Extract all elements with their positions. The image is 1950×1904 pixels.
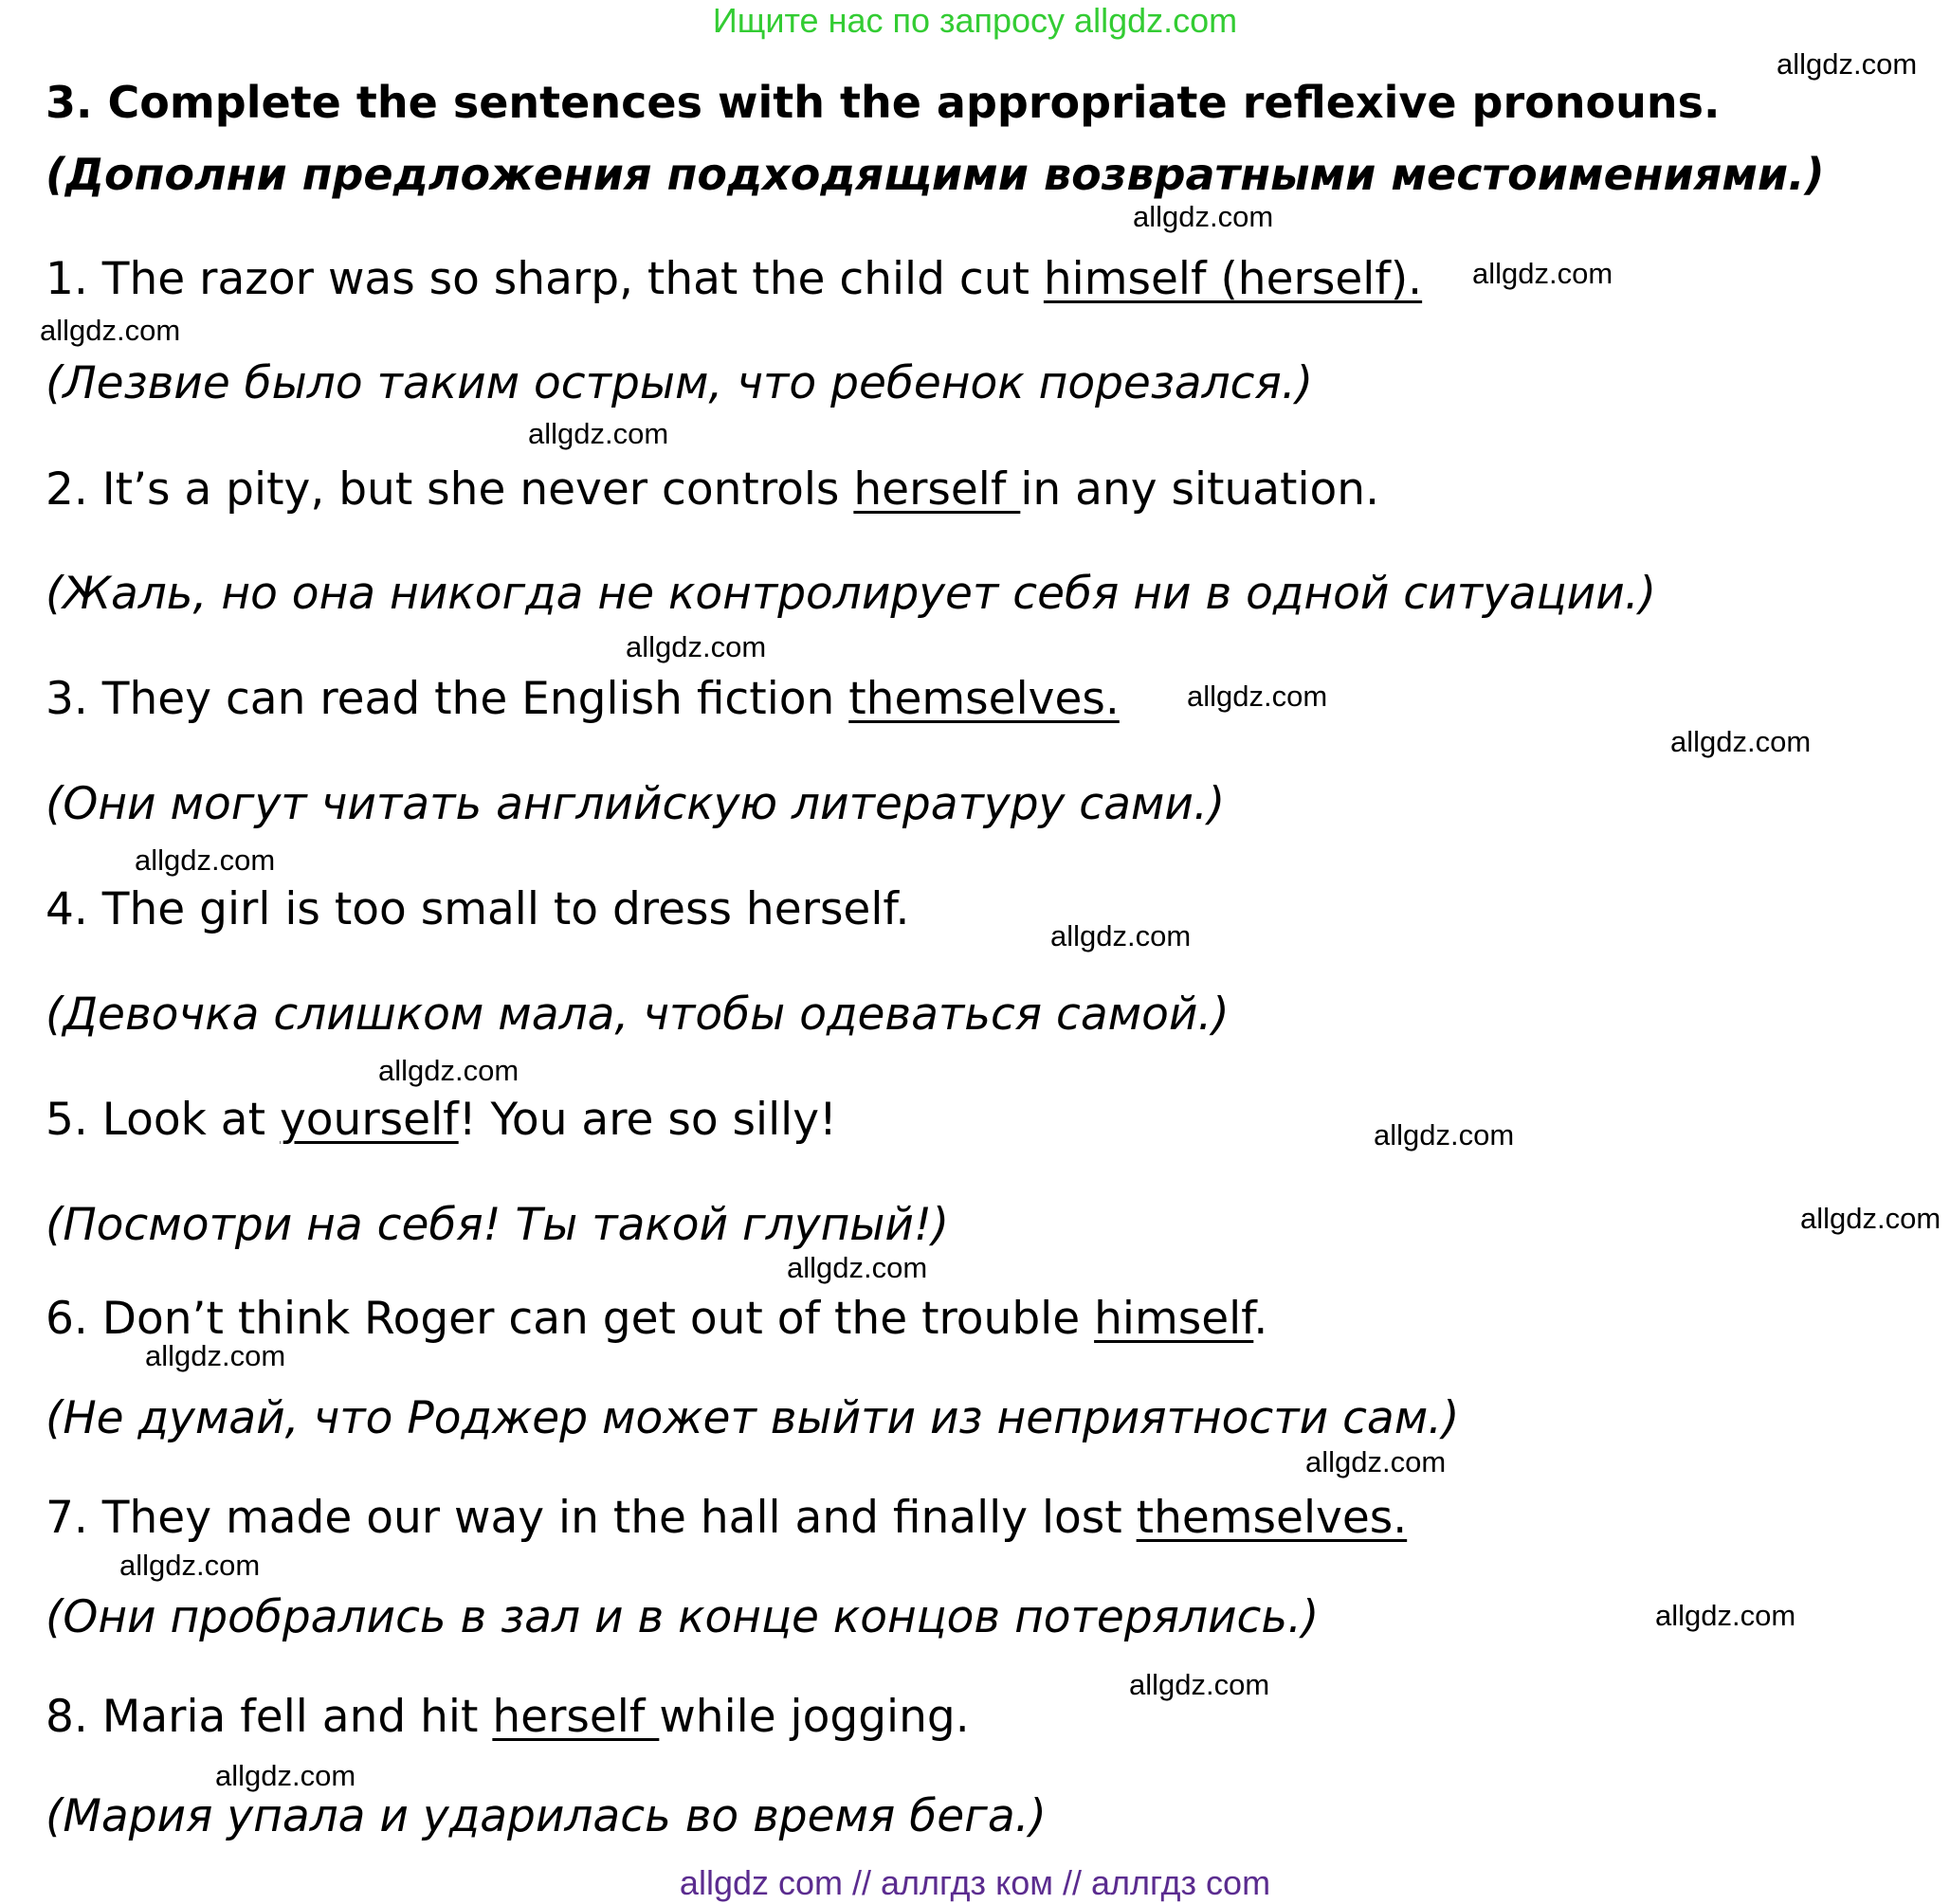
sentence-5-tail: ! You are so silly!	[458, 1094, 837, 1146]
sentence-4-text: 4. The girl is too small to dress herself.	[46, 883, 910, 935]
watermark: allgdz.com	[145, 1339, 286, 1372]
watermark: allgdz.com	[1050, 919, 1192, 952]
sentence-6-answer: himself	[1094, 1293, 1254, 1345]
watermark: allgdz.com	[215, 1759, 356, 1792]
sentence-5-answer: yourself	[279, 1094, 459, 1146]
translation-8: (Мария упала и ударилась во время бега.)	[46, 1790, 1047, 1842]
sentence-7	[46, 1490, 1407, 1547]
sentence-3	[46, 671, 1120, 728]
translation-4: (Девочка слишком мала, чтобы одеваться самой.)	[46, 988, 1230, 1041]
watermark: allgdz.com	[1655, 1599, 1796, 1632]
watermark: allgdz.com	[1187, 680, 1328, 713]
sentence-1-answer: himself (herself).	[1043, 253, 1423, 305]
bottom-banner: allgdz com // аллгдз ком // аллгдз com	[679, 1863, 1271, 1902]
translation-5: (Посмотри на себя! Ты такой глупый!)	[46, 1199, 950, 1251]
translation-7: (Они пробрались в зал и в конце концов потерялись.)	[46, 1591, 1320, 1643]
watermark: allgdz.com	[787, 1251, 928, 1284]
sentence-1	[46, 251, 1422, 308]
sentence-1-text: 1. The razor was so sharp, that the child cut	[46, 253, 1044, 305]
sentence-5	[46, 1092, 837, 1149]
translation-6: (Не думай, что Роджер может выйти из неприятности сам.)	[46, 1392, 1460, 1444]
watermark: allgdz.com	[1777, 47, 1918, 81]
watermark: allgdz.com	[1800, 1202, 1941, 1235]
sentence-2-tail: in any situation.	[1020, 463, 1380, 516]
watermark: allgdz.com	[1129, 1668, 1270, 1701]
sentence-5-text: 5. Look at	[46, 1094, 280, 1146]
sentence-8-tail: while jogging.	[659, 1691, 970, 1743]
watermark: allgdz.com	[119, 1549, 261, 1582]
sentence-8-text: 8. Maria fell and hit	[46, 1691, 493, 1743]
watermark: allgdz.com	[1472, 257, 1613, 290]
watermark: allgdz.com	[1133, 200, 1274, 233]
watermark: allgdz.com	[40, 314, 181, 347]
watermark: allgdz.com	[626, 630, 767, 663]
translation-2: (Жаль, но она никогда не контролирует себя ни в одной ситуации.)	[46, 568, 1657, 620]
exercise-heading	[46, 66, 1875, 210]
watermark: allgdz.com	[528, 417, 669, 450]
sentence-4	[46, 881, 909, 938]
watermark: allgdz.com	[1374, 1118, 1515, 1151]
translation-1: (Лезвие было таким острым, что ребенок порезался.)	[46, 357, 1314, 409]
watermark: allgdz.com	[1670, 725, 1812, 758]
sentence-8-answer: herself	[492, 1691, 660, 1743]
watermark: allgdz.com	[378, 1054, 519, 1087]
heading-russian: (Дополни предложения подходящими возвратными местоимениями.)	[46, 149, 1825, 200]
sentence-2-text: 2. It’s a pity, but she never controls	[46, 463, 854, 516]
translation-3: (Они могут читать английскую литературу сами.)	[46, 778, 1226, 830]
sentence-6-tail: .	[1253, 1293, 1268, 1345]
sentence-2	[46, 462, 1379, 518]
heading-english: 3. Complete the sentences with the appropriate reflexive pronouns.	[46, 77, 1721, 128]
top-banner: Ищите нас по запросу allgdz.com	[712, 1, 1238, 40]
sentence-2-answer: herself	[853, 463, 1021, 516]
watermark: allgdz.com	[135, 843, 276, 877]
sentence-3-text: 3. They can read the English fiction	[46, 673, 849, 725]
sentence-7-text: 7. They made our way in the hall and finally lost	[46, 1492, 1137, 1544]
sentence-7-answer: themselves.	[1136, 1492, 1408, 1544]
watermark: allgdz.com	[1305, 1445, 1447, 1478]
sentence-3-answer: themselves.	[848, 673, 1120, 725]
sentence-6-text: 6. Don’t think Roger can get out of the trouble	[46, 1293, 1095, 1345]
sentence-8	[46, 1689, 970, 1746]
